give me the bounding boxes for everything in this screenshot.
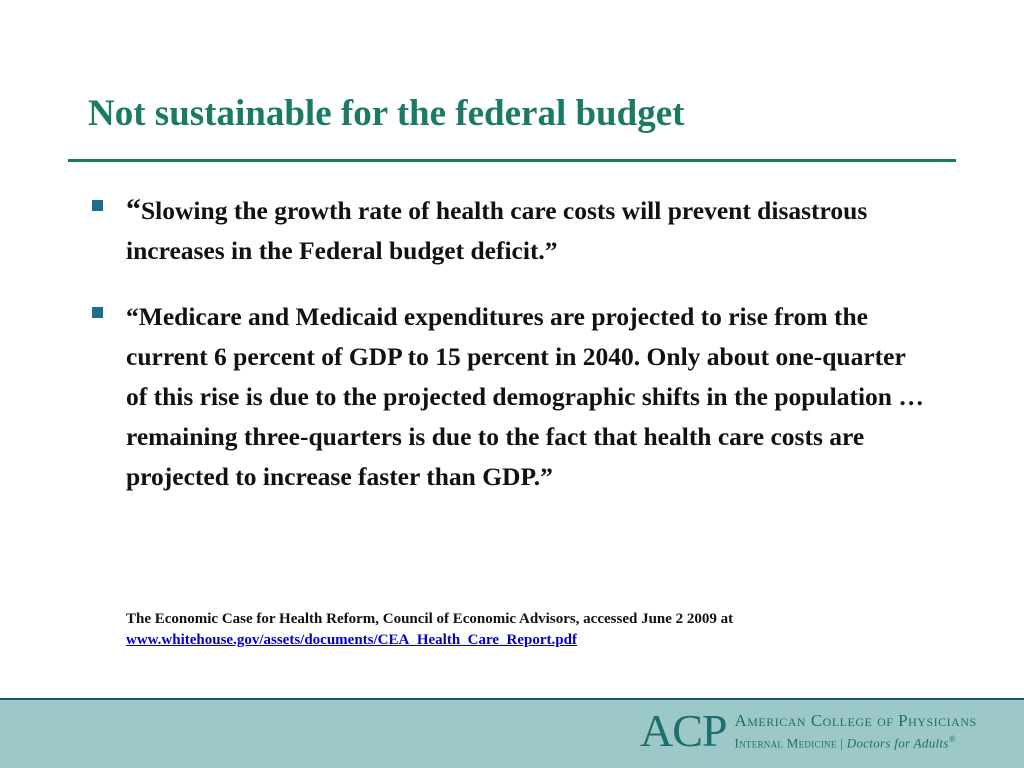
acp-logo — [640, 706, 977, 756]
bullet-body: Slowing the growth rate of health care costs will prevent disastrous increases in the Federal budget deficit.” — [126, 196, 868, 265]
bullet-item — [88, 190, 928, 271]
square-bullet-icon — [92, 200, 103, 211]
logo-mark: ACP — [640, 705, 727, 756]
tagline-right: Doctors for Adults — [846, 735, 949, 751]
bullet-list — [88, 190, 928, 497]
title-divider — [68, 159, 956, 162]
slide-title: Not sustainable for the federal budget — [88, 93, 685, 134]
citation-text: The Economic Case for Health Reform, Council of Economic Advisors, accessed June 2 2009 at — [126, 611, 734, 627]
tagline-separator: | — [840, 735, 844, 751]
square-bullet-icon — [92, 307, 103, 318]
logo-tagline — [734, 731, 976, 751]
logo-text — [734, 711, 976, 751]
open-quote: “ — [126, 193, 141, 226]
bullet-body: “Medicare and Medicaid expenditures are projected to rise from the current 6 percent of GDP to 15 percent in 2040. Only about one-quarter of this rise is due to the projected demographic shifts in the population … remaining three-quarters is due to the fact that health care costs are projected to increase faster than GDP.” — [126, 302, 924, 491]
bullet-item — [88, 297, 928, 497]
citation — [126, 609, 956, 651]
org-name: American College of Physicians — [734, 710, 977, 730]
tagline-left: Internal Medicine — [734, 735, 837, 751]
bullet-text — [126, 297, 928, 497]
bullet-text — [126, 190, 928, 271]
registered-mark: ® — [948, 733, 956, 744]
citation-link[interactable]: www.whitehouse.gov/assets/documents/CEA_Health_Care_Report.pdf — [126, 632, 577, 648]
